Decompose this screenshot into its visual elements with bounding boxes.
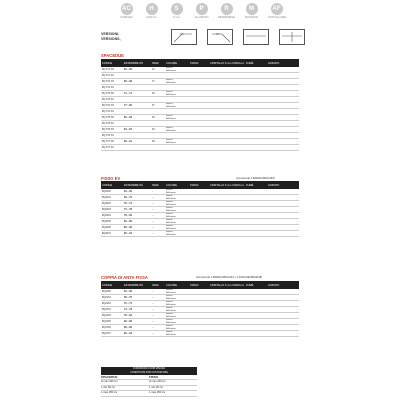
table-cell: 78 ÷ 82 (123, 213, 151, 219)
color-line: Brillantato (166, 81, 176, 84)
table-cell: 82 ÷ 86 (123, 319, 151, 325)
color-line: Bianco (166, 79, 173, 82)
color-line: Bianco (166, 225, 173, 228)
versions-line-1: VERSIONI, (101, 32, 120, 36)
column-header: INGR. (151, 181, 165, 189)
color-line: Bianco (166, 301, 173, 304)
empty-cell (209, 231, 245, 237)
fisso-ev-table (101, 181, 299, 237)
table-cell: – (151, 319, 165, 325)
table-cell: – (151, 313, 165, 319)
column-header: CODICE (101, 59, 123, 67)
column-header: FUMÈ (245, 281, 267, 289)
table-cell: BQ2152 (101, 301, 123, 307)
table-cell: – (151, 201, 165, 207)
conditions-row: L min 50 cm (101, 386, 149, 392)
table-cell: BQ 574 SX (101, 109, 123, 115)
table-cell: 70 ÷ 74 (123, 201, 151, 207)
icon-glyph: H (146, 3, 158, 15)
table-cell (151, 145, 165, 151)
table-cell: BQ 572 SX (101, 85, 123, 91)
color-line: Brillantato (166, 209, 176, 212)
empty-cell (245, 331, 267, 337)
color-line: Brillantato (166, 233, 176, 236)
table-cell: – (151, 301, 165, 307)
door-sx-icon (208, 30, 232, 44)
magnet-icon (243, 3, 260, 19)
icon-glyph: S (171, 3, 183, 15)
table-cell: 66 ÷ 70 (123, 295, 151, 301)
table-cell: 84 ÷ 87 (123, 127, 151, 133)
table-cell: BQ2004 (101, 213, 123, 219)
table-cell: – (151, 189, 165, 195)
column-header: TARGF (189, 181, 209, 189)
conditions-row: L max 150 cm (101, 391, 149, 397)
column-header: CRISTALLO 6 mm CINCILLA (209, 181, 245, 189)
table-cell: – (151, 325, 165, 331)
icon-glyph: P (196, 3, 208, 15)
conditions-row: H max 220 cm (101, 380, 149, 386)
table-cell (123, 145, 151, 151)
color-line: Brillantato (166, 141, 176, 144)
icon-caption: H200 cm (146, 16, 157, 19)
column-header: CRISTALLO 6 mm CINCILLA (209, 281, 245, 289)
table-cell: BQ 575 SX (101, 121, 123, 127)
column-header: TARGF (189, 281, 209, 289)
column-header: ESTENSIBILITÀ (123, 181, 151, 189)
coppia-table (101, 281, 299, 337)
conditions-row: H max 220 cm (149, 380, 197, 386)
table-row (101, 331, 299, 337)
spacedue-table (101, 59, 299, 151)
reversible-icon (218, 3, 235, 19)
table-row (101, 145, 299, 151)
table-header-row (101, 281, 299, 289)
thickness-icon (168, 3, 185, 19)
color-line: Bianco (166, 195, 173, 198)
column-header: TARGF (189, 59, 209, 67)
panel-pair-icon (280, 30, 304, 44)
icon-caption: MAGNETE (245, 16, 258, 19)
color-line: Bianco (166, 331, 173, 334)
table-cell: BQ 571 DX (101, 67, 123, 73)
icon-caption: REVERSIBILE (218, 16, 236, 19)
table-cell: 62 ÷ 65 (123, 67, 151, 73)
color-line: Bianco (166, 289, 173, 292)
table-cell: 43 (151, 67, 165, 73)
table-cell: 47 (151, 79, 165, 85)
versions-label (101, 32, 121, 42)
table-cell: BQ 574 DX (101, 103, 123, 109)
table-cell: 86 ÷ 90 (123, 325, 151, 331)
table-cell: – (151, 207, 165, 213)
color-line: Brillantato (166, 227, 176, 230)
icon-caption: ALLUMINIO (194, 16, 209, 19)
column-header: INGR. (151, 59, 165, 67)
custom-size-conditions (101, 367, 197, 397)
color-cell (165, 145, 189, 151)
table-cell: BQ2003 (101, 207, 123, 213)
table-cell: – (151, 231, 165, 237)
color-line: Bianco (166, 115, 173, 118)
empty-cell (267, 145, 299, 151)
table-cell: BQ 577 SX (101, 145, 123, 151)
empty-cell (267, 331, 299, 337)
table-cell: 71 ÷ 74 (123, 91, 151, 97)
color-line: Brillantato (166, 191, 176, 194)
anti-limescale-icon (268, 3, 285, 19)
empty-cell (245, 145, 267, 151)
column-header: CODICE (101, 281, 123, 289)
table-cell: 78 ÷ 82 (123, 313, 151, 319)
column-header: FUMÈ (245, 181, 267, 189)
color-line: Brillantato (166, 321, 176, 324)
color-cell (165, 231, 189, 237)
icon-caption: 6 mm (173, 16, 180, 19)
table-cell: BQ 575 DX (101, 115, 123, 121)
conditions-col-spacedue-title: SPACEDUE (101, 375, 149, 380)
conditions-header-it: CONDIZIONI FUORI MISURA (132, 367, 166, 370)
color-line: Brillantato (166, 215, 176, 218)
table-cell: BQ 573 SX (101, 97, 123, 103)
color-line: Brillantato (166, 105, 176, 108)
color-line: Bianco (166, 91, 173, 94)
table-cell: 90 ÷ 94 (123, 231, 151, 237)
aluminium-icon (193, 3, 210, 19)
diagram-pair (279, 29, 305, 45)
table-cell: 70 ÷ 74 (123, 301, 151, 307)
table-cell: BQ2005 (101, 219, 123, 225)
icon-glyph: M (246, 3, 258, 15)
color-line: Bianco (166, 307, 173, 310)
table-cell: BQ 577 DX (101, 139, 123, 145)
conditions-col-fisso-title: FISSO (149, 375, 197, 380)
color-line: Brillantato (166, 303, 176, 306)
panel-fixed-icon (244, 30, 268, 44)
table-cell: 57 (151, 103, 165, 109)
color-line: Brillantato (166, 291, 176, 294)
table-cell: 74 ÷ 78 (123, 207, 151, 213)
color-line: Brillantato (166, 69, 176, 72)
conditions-row: L max 150 cm (149, 391, 197, 397)
color-line: Brillantato (166, 297, 176, 300)
table-cell: 74 ÷ 78 (123, 307, 151, 313)
table-cell: BQ 576 SX (101, 133, 123, 139)
conditions-col-spacedue (101, 375, 149, 397)
color-line: Bianco (166, 201, 173, 204)
table-cell: BQ2154 (101, 313, 123, 319)
table-cell: 89 ÷ 91 (123, 139, 151, 145)
color-line: Bianco (166, 139, 173, 142)
section-note-coppia: (comprende 1 BARRA RBG14Z4 + 2 ZANCHE RBGW18) (196, 276, 263, 279)
table-header-row (101, 181, 299, 189)
color-line: Brillantato (166, 315, 176, 318)
table-cell: BQ2153 (101, 307, 123, 313)
color-line: Bianco (166, 213, 173, 216)
column-header: FUMÈ (245, 59, 267, 67)
table-cell: BQ 572 DX (101, 79, 123, 85)
acriflex-icon (118, 3, 135, 19)
empty-cell (189, 145, 209, 151)
table-cell: – (151, 213, 165, 219)
table-cell: BQ2150 (101, 289, 123, 295)
color-line: Bianco (166, 67, 173, 70)
conditions-header-en: CONDITIONS FOR CUSTOM SIZE (130, 371, 168, 374)
version-diagrams (171, 29, 305, 45)
column-header: COLORE (165, 181, 189, 189)
empty-cell (189, 231, 209, 237)
column-header: COLORE (165, 281, 189, 289)
column-header: COLORE (165, 59, 189, 67)
conditions-row: L min 20 cm (149, 386, 197, 392)
color-line: Bianco (166, 103, 173, 106)
table-cell: BQ2006 (101, 225, 123, 231)
table-cell: – (151, 225, 165, 231)
color-line: Bianco (166, 319, 173, 322)
empty-cell (267, 231, 299, 237)
diagram-dx-label: DX (180, 33, 184, 36)
table-cell: BQ2155 (101, 319, 123, 325)
height-icon (143, 3, 160, 19)
icon-glyph: AC (121, 3, 133, 15)
table-cell: 66 ÷ 70 (123, 195, 151, 201)
table-cell: 66 ÷ 69 (123, 79, 151, 85)
table-cell: 68 (151, 139, 165, 145)
diagram-fixed (243, 29, 269, 45)
section-note-fisso-ev: (comprende 1 BARRA RBG14Z3) (236, 177, 275, 180)
table-cell: 86 ÷ 90 (123, 225, 151, 231)
color-line: Brillantato (166, 203, 176, 206)
table-cell: BQ2156 (101, 325, 123, 331)
column-header: CRISTALLO 6 mm CINCILLA (209, 59, 245, 67)
table-cell: BQ 573 DX (101, 91, 123, 97)
color-line: Bianco (166, 231, 173, 234)
color-line: Brillantato (166, 327, 176, 330)
table-cell: BQ2002 (101, 201, 123, 207)
table-cell: 80 ÷ 83 (123, 115, 151, 121)
column-header: ACIDATO (267, 181, 299, 189)
table-row (101, 231, 299, 237)
icon-caption: ANTICALCARE (268, 16, 287, 19)
diagram-sx (207, 29, 233, 45)
color-line: Brillantato (166, 117, 176, 120)
column-header: ACIDATO (267, 281, 299, 289)
table-cell: – (151, 331, 165, 337)
table-cell: – (151, 295, 165, 301)
table-cell: BQ2001 (101, 195, 123, 201)
feature-icons (118, 3, 285, 19)
color-line: Brillantato (166, 93, 176, 96)
empty-cell (209, 331, 245, 337)
table-cell: – (151, 307, 165, 313)
icon-glyph: R (221, 3, 233, 15)
conditions-col-fisso (149, 375, 197, 397)
empty-cell (209, 145, 245, 151)
color-line: Brillantato (166, 129, 176, 132)
section-title-coppia: COPPIA DI ANTA FISSA (101, 275, 148, 280)
color-line: Bianco (166, 207, 173, 210)
table-cell: 62 ÷ 66 (123, 189, 151, 195)
door-dx-icon (172, 30, 196, 44)
color-line: Brillantato (166, 221, 176, 224)
versions-line-2: VERSIONS, (101, 37, 121, 41)
column-header: INGR. (151, 281, 165, 289)
color-line: Bianco (166, 127, 173, 130)
section-title-spacedue: SPACEDUE (101, 53, 124, 58)
color-line: Brillantato (166, 309, 176, 312)
table-cell: 77 ÷ 80 (123, 103, 151, 109)
color-line: Bianco (166, 189, 173, 192)
table-header-row (101, 59, 299, 67)
color-cell (165, 331, 189, 337)
table-cell: BQ2157 (101, 331, 123, 337)
color-line: Brillantato (166, 333, 176, 336)
color-line: Brillantato (166, 197, 176, 200)
column-header: ACIDATO (267, 59, 299, 67)
color-line: Bianco (166, 295, 173, 298)
empty-cell (189, 331, 209, 337)
color-line: Bianco (166, 313, 173, 316)
icon-glyph: AF (271, 3, 283, 15)
table-cell: BQ2000 (101, 189, 123, 195)
empty-cell (245, 231, 267, 237)
diagram-sx-label: SX (216, 33, 220, 36)
color-line: Bianco (166, 325, 173, 328)
diagram-dx (171, 29, 197, 45)
column-header: ESTENSIBILITÀ (123, 281, 151, 289)
table-cell: 82 ÷ 86 (123, 219, 151, 225)
table-cell: BQ2007 (101, 231, 123, 237)
conditions-header (101, 367, 197, 375)
icon-caption: ACRIFLEX (120, 16, 133, 19)
table-cell: 60 (151, 115, 165, 121)
column-header: ESTENSIBILITÀ (123, 59, 151, 67)
table-cell: – (151, 219, 165, 225)
color-line: Bianco (166, 219, 173, 222)
section-title-fisso-ev: FISSO EV (101, 176, 121, 181)
table-cell: – (151, 195, 165, 201)
table-cell: 62 ÷ 66 (123, 289, 151, 295)
table-cell: 52 (151, 91, 165, 97)
table-cell: BQ 571 SX (101, 73, 123, 79)
table-cell: 90 ÷ 94 (123, 331, 151, 337)
column-header: CODICE (101, 181, 123, 189)
table-cell: 64 (151, 127, 165, 133)
table-cell: BQ 576 DX (101, 127, 123, 133)
table-cell: – (151, 289, 165, 295)
table-cell: BQ2151 (101, 295, 123, 301)
